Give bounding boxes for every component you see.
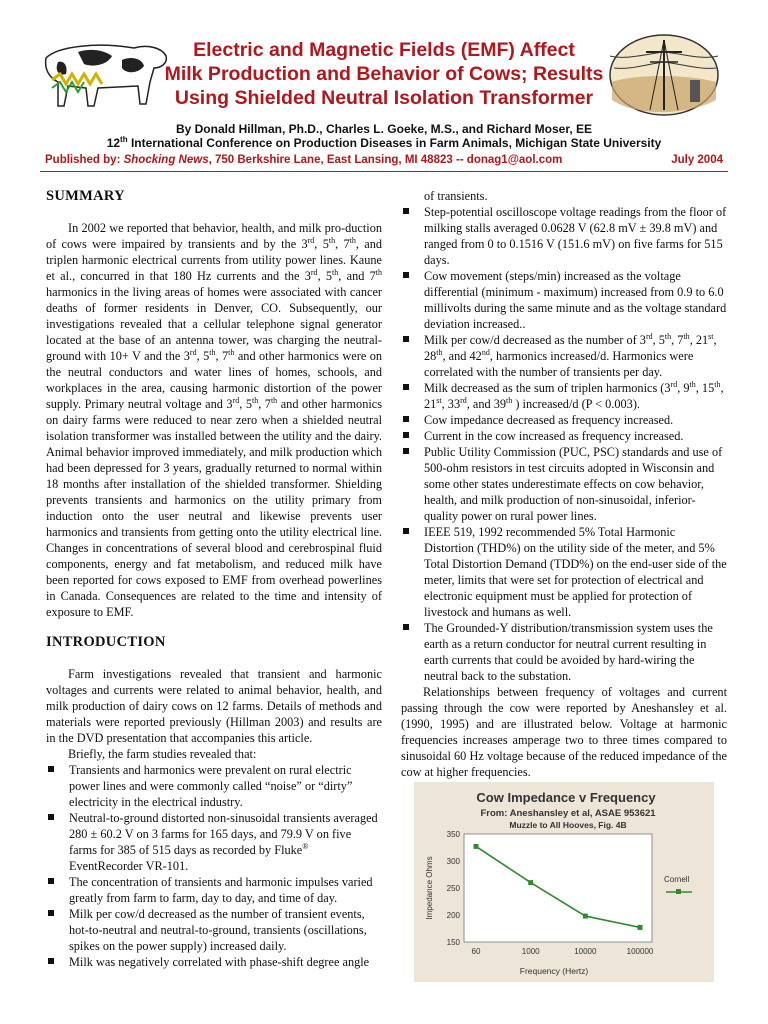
y-tick-label: 300 xyxy=(446,857,460,866)
impedance-chart xyxy=(414,782,714,982)
publication-date: July 2004 xyxy=(671,154,723,166)
intro-lead: Briefly, the farm studies revealed that: xyxy=(68,747,257,761)
summary-heading: SUMMARY xyxy=(46,188,125,204)
left-column xyxy=(46,180,382,970)
data-point xyxy=(528,880,533,885)
y-tick-label: 150 xyxy=(446,938,460,947)
closing-paragraph: Relationships between frequency of voltages and current passing through the cow were reported by Aneshansley et al. (1990, 1995) and are illustrated below. Voltage at harmonic frequencies increases amperage two to three times compared to sinusoidal 60 Hz voltage because of the reduced impedance of the cow at higher frequencies. xyxy=(401,685,727,779)
chart-title: Cow Impedance v Frequency xyxy=(476,790,656,805)
bullet-icon xyxy=(48,910,54,916)
bullet-icon xyxy=(403,624,409,630)
data-point xyxy=(638,925,643,930)
list-item: Current in the cow increased as frequency increased. xyxy=(401,428,727,444)
y-tick-label: 250 xyxy=(446,884,460,893)
y-tick-label: 350 xyxy=(446,830,460,839)
legend-label: Cornell xyxy=(664,875,690,884)
paper-title xyxy=(130,38,638,110)
bullet-icon xyxy=(403,432,409,438)
bullet-icon xyxy=(403,416,409,422)
header-divider xyxy=(40,171,728,172)
conference-line: 12th International Conference on Production Diseases in Farm Animals, Michigan State University xyxy=(106,135,662,150)
list-item: The concentration of transients and harmonic impulses varied greatly from farm to farm, day to day, and time of day. xyxy=(46,874,382,906)
list-item: Cow impedance decreased as frequency increased. xyxy=(401,412,727,428)
title-line-2: Milk Production and Behavior of Cows; Results xyxy=(164,63,604,85)
intro-paragraph: Farm investigations revealed that transient and harmonic voltages and currents were related to animal behavior, health, and milk production of dairy cows on 12 farms. Details of methods and materials were reported previously (Hillman 2003) and results are in the DVD presentation that accompanies this article. xyxy=(46,667,382,745)
bullet-icon xyxy=(48,958,54,964)
list-item: Neutral-to-ground distorted non-sinusoidal transients averaged 280 ± 60.2 V on 3 farms for 165 days, and 79.9 V on five farms for 385 of 515 days as recorded by Fluke® EventRecorder VR-101. xyxy=(46,810,382,874)
list-item: Transients and harmonics were prevalent on rural electric power lines and were commonly called “noise” or “dirty” electricity in the electrical industry. xyxy=(46,762,382,810)
list-item: IEEE 519, 1992 recommended 5% Total Harmonic Distortion (THD%) on the utility side of the meter, and 5% Total Distortion Demand (TDD%) on the end-user side of the meter, limits that were set for protection of electrical and electronic equipment must be applied for protection of livestock and humans as well. xyxy=(401,524,727,620)
bullet-icon xyxy=(403,336,409,342)
chart-subtitle-2: Muzzle to All Hooves, Fig. 4B xyxy=(509,820,627,830)
list-item: Milk per cow/d decreased as the number of transient events, hot-to-neutral and neutral-to-ground, transients (oscillations, spikes on the power supply) increased daily. xyxy=(46,906,382,954)
introduction-heading: INTRODUCTION xyxy=(46,634,166,650)
list-item: Milk was negatively correlated with phase-shift degree angle xyxy=(46,954,382,970)
y-tick-label: 200 xyxy=(446,911,460,920)
bullet-icon xyxy=(403,384,409,390)
bullet-icon xyxy=(403,272,409,278)
bullet-icon xyxy=(48,878,54,884)
x-tick-label: 1000 xyxy=(521,947,540,956)
right-column xyxy=(401,188,727,780)
x-tick-label: 100000 xyxy=(626,947,654,956)
publication-line: Published by: Shocking News, 750 Berkshire Lane, East Lansing, MI 48823 -- donag1@aol.com July 2004 xyxy=(45,154,723,166)
legend-marker xyxy=(676,889,681,894)
list-item: Cow movement (steps/min) increased as the voltage differential (minimum - maximum) increased from 0.9 to 6.0 millivolts during the same minute and as the voltage standard deviation increased.. xyxy=(401,268,727,332)
author-line: By Donald Hillman, Ph.D., Charles L. Goeke, M.S., and Richard Moser, EE xyxy=(175,122,593,136)
list-item: The Grounded-Y distribution/transmission system uses the earth as a return conductor for neutral current resulting in earth currents that could be avoided by hard-wiring the neutral back to the substation. xyxy=(401,620,727,684)
bullet-icon xyxy=(403,448,409,454)
bullet-icon xyxy=(48,766,54,772)
findings-bullet-list xyxy=(401,204,727,684)
plot-area xyxy=(464,834,652,942)
x-axis-label: Frequency (Hertz) xyxy=(519,966,589,976)
continuation-text: of transients. xyxy=(424,189,488,203)
bullet-icon xyxy=(403,208,409,214)
list-item: Milk per cow/d decreased as the number of 3rd, 5th, 7th, 21st, 28th, and 42nd, harmonics increased/d. Harmonics were correlated with the number of transients per day. xyxy=(401,332,727,380)
bullet-icon xyxy=(403,528,409,534)
data-point xyxy=(474,844,479,849)
title-line-1: Electric and Magnetic Fields (EMF) Affect xyxy=(193,39,575,61)
list-item: Milk decreased as the sum of triplen harmonics (3rd, 9th, 15th, 21st, 33rd, and 39th ) increased/d (P < 0.003). xyxy=(401,380,727,412)
title-line-3: Using Shielded Neutral Isolation Transformer xyxy=(174,87,594,109)
intro-bullet-list xyxy=(46,762,382,970)
y-axis-label: Impedance Ohms xyxy=(425,856,434,920)
list-item: Step-potential oscilloscope voltage readings from the floor of milking stalls averaged 0.0628 V (62.8 mV ± 39.8 mV) and ranged from 0 to 0.1516 V (151.6 mV) on five farms for 515 days. xyxy=(401,204,727,268)
summary-paragraph: In 2002 we reported that behavior, health, and milk pro-duction of cows were impaired by transients and by the 3rd, 5th, 7th, and triplen harmonic electrical currents from utility power lines. Kaune et al., concurred in that 180 Hz currents and the 3rd, 5th, and 7th harmonics in the living areas of homes were associated with cancer deaths of former residents in Denver, CO. Subsequently, our investigations revealed that a cellular telephone signal generator located at the base of an antenna tower, was charging the neutral-ground with 10+ V and the 3rd, 5th, 7th and other harmonics were on the neutral conductors and water lines of homes, schools, and workplaces in the area, causing harmonic distortion of the power supply. Primary neutral voltage and 3rd, 5th, 7th and other harmonics on dairy farms were reduced to near zero when a shielded neutral isolation transformer was installed between the utility and the dairy. Animal behavior improved immediately, and milk production which had been depressed for 3 years, gradually returned to normal within 18 months after installation of the shielded transformer. Shielding prevents transients and harmonics on the utility primary from induction onto the user neutral and likewise prevents user harmonics and transients from getting onto the utility electrical line. Changes in concentrations of several blood and cerebrospinal fluid components, energy and fat metabolism, and reduced milk have been reported for cows exposed to EMF from overhead powerlines in Canada. Consequences are related to the time and intensity of exposure to EMF. xyxy=(46,221,383,619)
data-point xyxy=(583,914,588,919)
bullet-icon xyxy=(48,814,54,820)
journal-name: Shocking News xyxy=(123,154,209,166)
list-item: Public Utility Commission (PUC, PSC) standards and use of 500-ohm resistors in test circuits adopted in Wisconsin and some other states underestimate effects on cow behavior, health, and milk production of non-sinusoidal, inferior-quality power on rural power lines. xyxy=(401,444,727,524)
x-tick-label: 10000 xyxy=(574,947,597,956)
chart-subtitle: From: Aneshansley et al, ASAE 953621 xyxy=(480,808,656,819)
x-tick-label: 60 xyxy=(471,947,481,956)
